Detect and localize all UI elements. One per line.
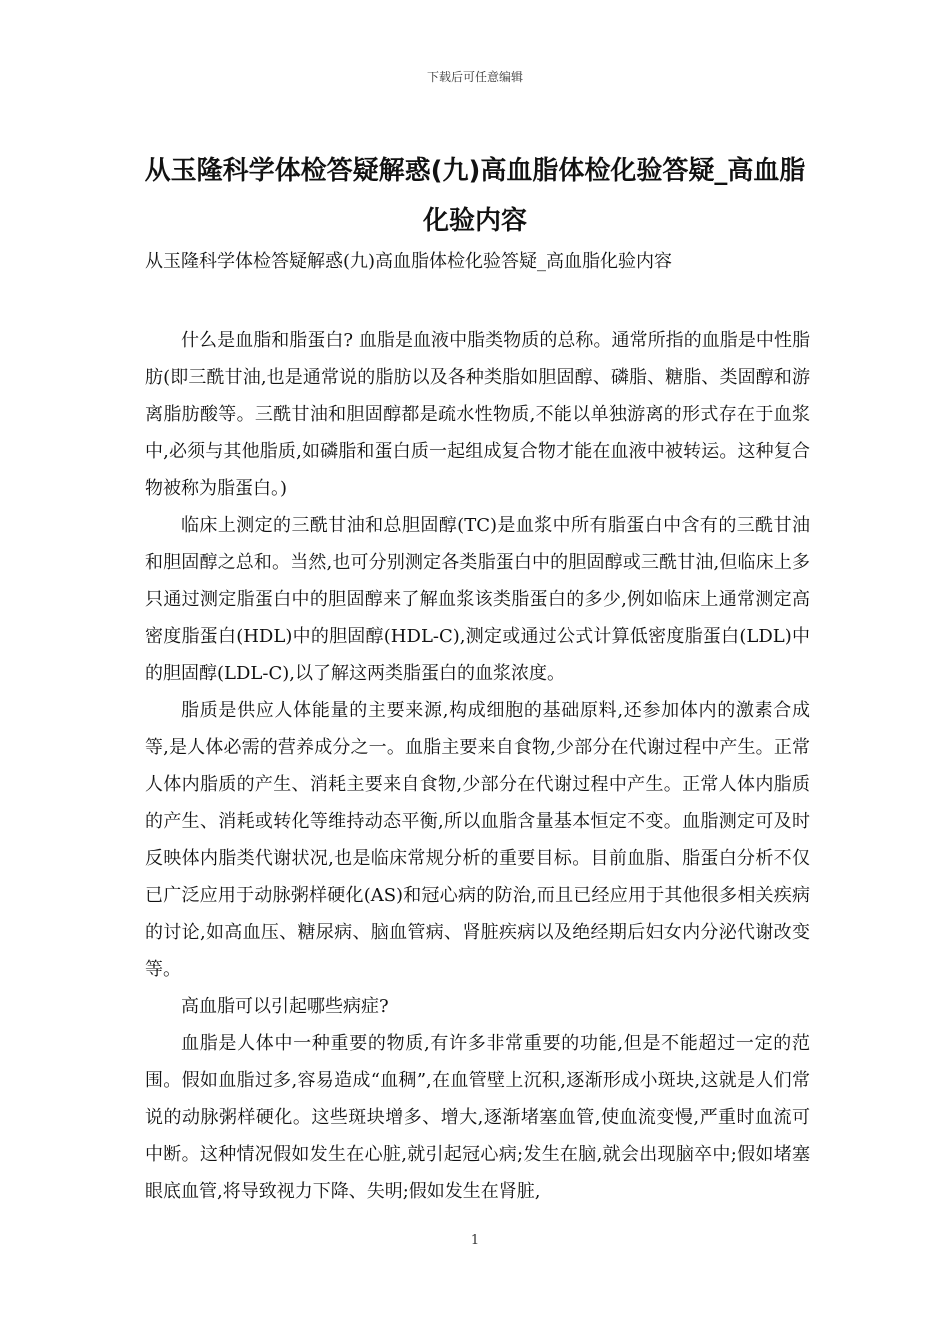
page-number: 1	[470, 1233, 480, 1248]
document-title: 从玉隆科学体检答疑解惑(九)高血脂体检化验答疑_高血脂化验内容	[144, 156, 806, 236]
paragraph-clinical-measurement: 临床上测定的三酰甘油和总胆固醇(TC)是血浆中所有脂蛋白中含有的三酰甘油和胆固醇之总和。当然,也可分别测定各类脂蛋白中的胆固醇或三酰甘油,但临床上多只通过测定脂蛋白中的胆固醇来了解血浆该类脂蛋白的多少,例如临床上通常测定高密度脂蛋白(HDL)中的胆固醇(HDL-C),测定或通过公式计算低密度脂蛋白(LDL)中的胆固醇(LDL-C),以了解这两类脂蛋白的血浆浓度。	[145, 515, 810, 684]
document-subtitle: 从玉隆科学体检答疑解惑(九)高血脂体检化验答疑_高血脂化验内容	[145, 251, 673, 272]
paragraph-what-is-blood-lipid: 什么是血脂和脂蛋白? 血脂是血液中脂类物质的总称。通常所指的血脂是中性脂肪(即三酰甘油,也是通常说的脂肪以及各种类脂如胆固醇、磷脂、糖脂、类固醇和游离脂肪酸等。三酰甘油和胆固醇都是疏水性物质,不能以单独游离的形式存在于血浆中,必须与其他脂质,如磷脂和蛋白质一起组成复合物才能在血液中被转运。这种复合物被称为脂蛋白。)	[145, 330, 810, 499]
paragraph-hyperlipidemia-effects: 血脂是人体中一种重要的物质,有许多非常重要的功能,但是不能超过一定的范围。假如血脂过多,容易造成“血稠”,在血管壁上沉积,逐渐形成小斑块,这就是人们常说的动脉粥样硬化。这些斑块增多、增大,逐渐堵塞血管,使血流变慢,严重时血流可中断。这种情况假如发生在心脏,就引起冠心病;发生在脑,就会出现脑卒中;假如堵塞眼底血管,将导致视力下降、失明;假如发生在肾脏,	[145, 1033, 810, 1202]
paragraph-question-diseases: 高血脂可以引起哪些病症?	[181, 996, 389, 1017]
paragraph-lipid-function: 脂质是供应人体能量的主要来源,构成细胞的基础原料,还参加体内的激素合成等,是人体必需的营养成分之一。血脂主要来自食物,少部分在代谢过程中产生。正常人体内脂质的产生、消耗主要来自食物,少部分在代谢过程中产生。正常人体内脂质的产生、消耗或转化等维持动态平衡,所以血脂含量基本恒定不变。血脂测定可及时反映体内脂类代谢状况,也是临床常规分析的重要目标。目前血脂、脂蛋白分析不仅已广泛应用于动脉粥样硬化(AS)和冠心病的防治,而且已经应用于其他很多相关疾病的讨论,如高血压、糖尿病、脑血管病、肾脏疾病以及绝经期后妇女内分泌代谢改变等。	[145, 700, 810, 980]
document-body	[145, 322, 810, 1210]
header-note: 下载后可任意编辑	[426, 70, 523, 84]
